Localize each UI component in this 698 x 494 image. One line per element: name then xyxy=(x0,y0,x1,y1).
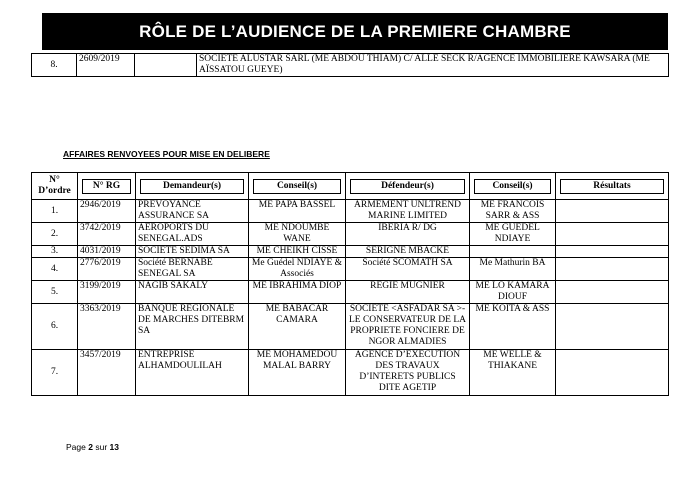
table-row xyxy=(32,281,669,304)
case-rg: 3742/2019 xyxy=(78,223,136,246)
table-row xyxy=(32,223,669,246)
footer-page-number: 2 xyxy=(88,442,93,452)
col-header-rg-label: N° RG xyxy=(82,179,131,194)
case-description: SOCIETE ALUSTAR SARL (ME ABDOU THIAM) C/ ALLE SECK R/AGENCE IMMOBILIERE KAWSARA (ME AÏSSATOU GUEYE) xyxy=(197,54,669,77)
case-order: 3. xyxy=(32,246,78,258)
case-order: 5. xyxy=(32,281,78,304)
case-resultats xyxy=(556,258,669,281)
col-header-conseil xyxy=(249,173,346,200)
footer-page-label: Page xyxy=(66,442,86,452)
case-rg: 3363/2019 xyxy=(78,304,136,350)
footer-of-label: sur xyxy=(95,442,108,452)
case-defendeur: ARMEMENT UNLTREND MARINE LIMITED xyxy=(346,200,470,223)
col-header-defendeur xyxy=(346,173,470,200)
case-demandeur: AEROPORTS DU SENEGAL.ADS xyxy=(136,223,249,246)
previous-case-table xyxy=(31,53,669,77)
case-demandeur: PREVOYANCE ASSURANCE SA xyxy=(136,200,249,223)
case-conseil: ME MOHAMEDOU MALAL BARRY xyxy=(249,350,346,396)
case-conseil-2 xyxy=(470,246,556,258)
case-resultats xyxy=(556,304,669,350)
col-header-rg xyxy=(78,173,136,200)
case-conseil-2: ME FRANCOIS SARR & ASS xyxy=(470,200,556,223)
table-header-row xyxy=(32,173,669,200)
case-order: 4. xyxy=(32,258,78,281)
case-order: 1. xyxy=(32,200,78,223)
case-defendeur: IBERIA R/ DG xyxy=(346,223,470,246)
table-row xyxy=(32,304,669,350)
col-header-conseil-2 xyxy=(470,173,556,200)
case-conseil-2: ME LO KAMARA DIOUF xyxy=(470,281,556,304)
case-rg: 2946/2019 xyxy=(78,200,136,223)
section-title: AFFAIRES RENVOYEES POUR MISE EN DELIBERE xyxy=(63,149,270,159)
table-row xyxy=(32,258,669,281)
case-resultats xyxy=(556,350,669,396)
case-defendeur: REGIE MUGNIER xyxy=(346,281,470,304)
col-header-demandeur xyxy=(136,173,249,200)
case-conseil: Me Guédel NDIAYE & Associés xyxy=(249,258,346,281)
case-rg: 2609/2019 xyxy=(77,54,135,77)
deliberation-cases-table xyxy=(31,172,669,396)
case-rg: 3457/2019 xyxy=(78,350,136,396)
case-defendeur: AGENCE D’EXECUTION DES TRAVAUX D’INTERETS PUBLICS DITE AGETIP xyxy=(346,350,470,396)
case-conseil: ME BABACAR CAMARA xyxy=(249,304,346,350)
case-conseil-2: ME WELLE & THIAKANE xyxy=(470,350,556,396)
case-demandeur: NAGIB SAKALY xyxy=(136,281,249,304)
case-order: 8. xyxy=(32,54,77,77)
case-demandeur: BANQUE REGIONALE DE MARCHES DITEBRM SA xyxy=(136,304,249,350)
table-row xyxy=(32,350,669,396)
case-conseil-2: Me Mathurin BA xyxy=(470,258,556,281)
case-defendeur: Société SCOMATH SA xyxy=(346,258,470,281)
case-blank xyxy=(135,54,197,77)
case-conseil-2: ME GUEDEL NDIAYE xyxy=(470,223,556,246)
case-demandeur: Société BERNABE SENEGAL SA xyxy=(136,258,249,281)
col-header-order: N° D’ordre xyxy=(32,173,78,200)
case-conseil: ME PAPA BASSEL xyxy=(249,200,346,223)
case-resultats xyxy=(556,223,669,246)
page-footer xyxy=(66,442,119,452)
case-demandeur: ENTREPRISE ALHAMDOULILAH xyxy=(136,350,249,396)
case-conseil: ME CHEIKH CISSE xyxy=(249,246,346,258)
case-resultats xyxy=(556,246,669,258)
case-resultats xyxy=(556,281,669,304)
case-defendeur: SOCIETE <ASFADAR SA >- LE CONSERVATEUR DE LA PROPRIETE FONCIERE DE NGOR ALMADIES xyxy=(346,304,470,350)
case-conseil: ME IBRAHIMA DIOP xyxy=(249,281,346,304)
table-row xyxy=(32,54,669,77)
table-row xyxy=(32,246,669,258)
col-header-conseil-label: Conseil(s) xyxy=(253,179,341,194)
case-rg: 3199/2019 xyxy=(78,281,136,304)
case-conseil-2: ME KOITA & ASS xyxy=(470,304,556,350)
page-banner-title: RÔLE DE L’AUDIENCE DE LA PREMIERE CHAMBRE xyxy=(42,13,668,50)
col-header-demandeur-label: Demandeur(s) xyxy=(140,179,244,194)
case-demandeur: SOCIETE SEDIMA SA xyxy=(136,246,249,258)
case-resultats xyxy=(556,200,669,223)
case-rg: 4031/2019 xyxy=(78,246,136,258)
case-defendeur: SERIGNE MBACKE xyxy=(346,246,470,258)
case-order: 7. xyxy=(32,350,78,396)
col-header-conseil-2-label: Conseil(s) xyxy=(474,179,551,194)
footer-page-total: 13 xyxy=(109,442,119,452)
col-header-resultats xyxy=(556,173,669,200)
case-order: 6. xyxy=(32,304,78,350)
col-header-resultats-label: Résultats xyxy=(560,179,664,194)
case-conseil: ME NDOUMBE WANE xyxy=(249,223,346,246)
case-order: 2. xyxy=(32,223,78,246)
case-rg: 2776/2019 xyxy=(78,258,136,281)
table-row xyxy=(32,200,669,223)
col-header-defendeur-label: Défendeur(s) xyxy=(350,179,465,194)
